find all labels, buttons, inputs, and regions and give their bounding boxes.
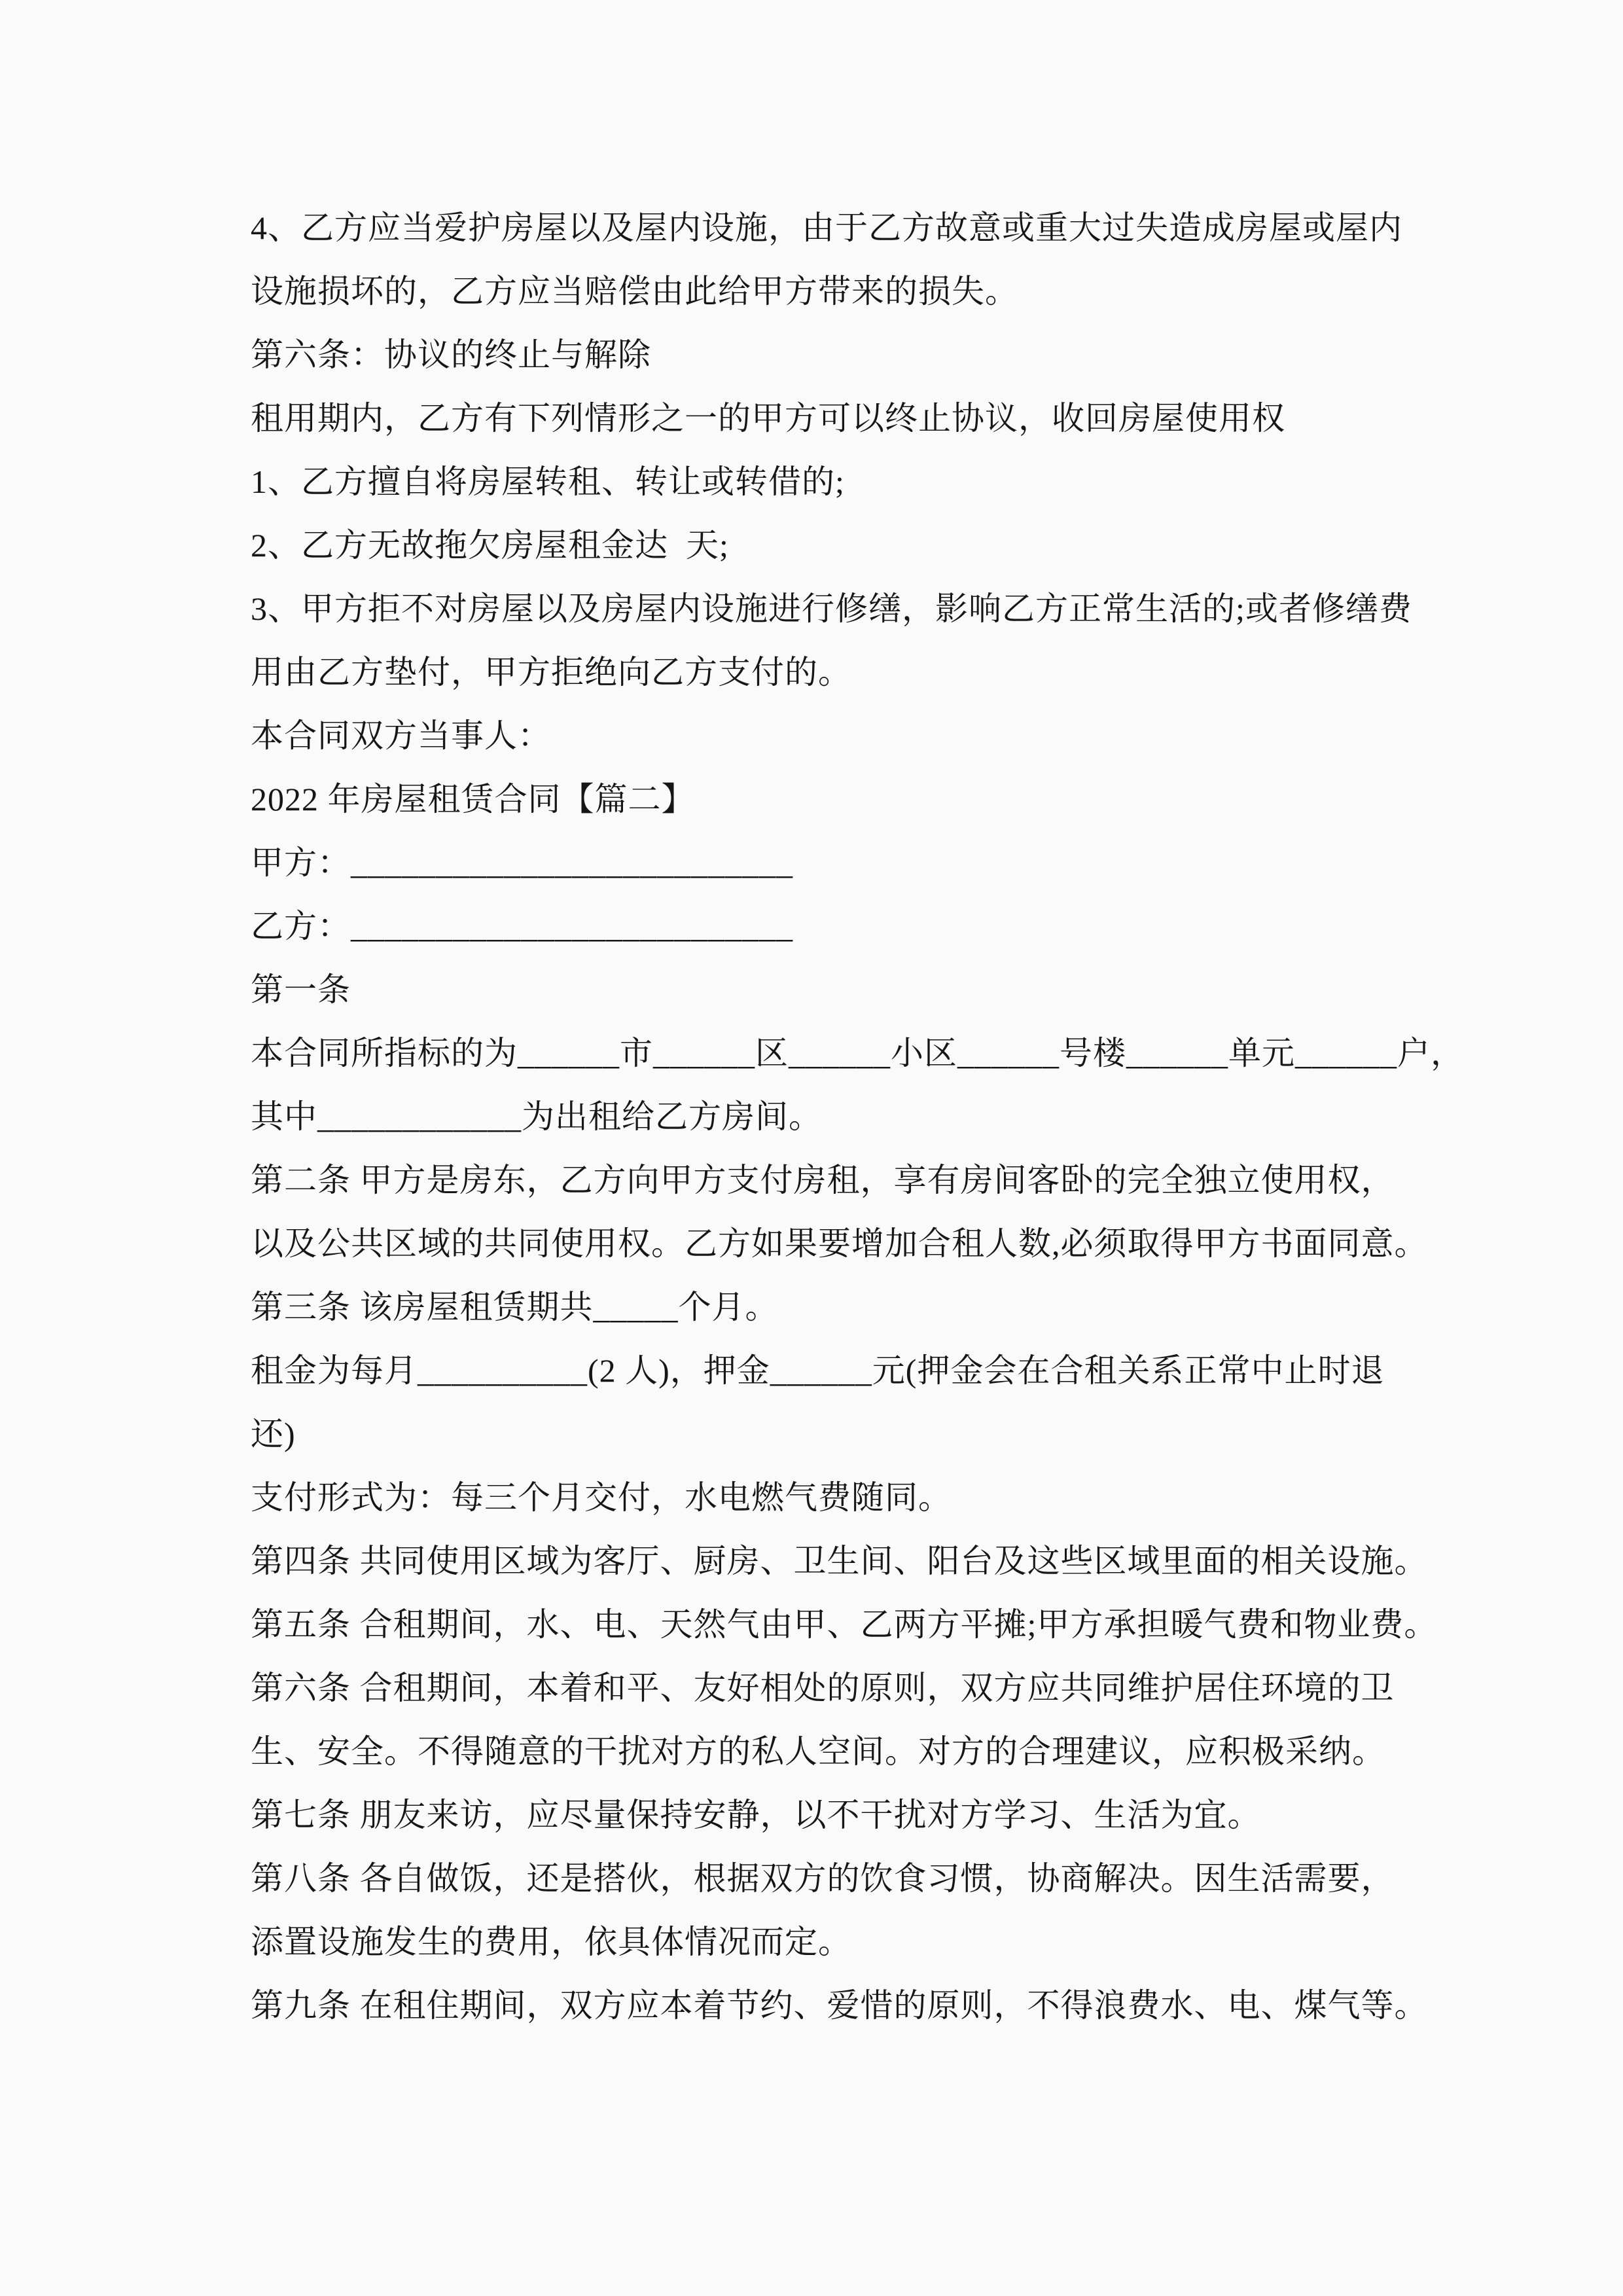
contract-line: 乙方：__________________________ (251, 908, 793, 944)
contract-line: 第三条 该房屋租赁期共_____个月。 (251, 1289, 779, 1325)
contract-line: 用由乙方垫付，甲方拒绝向乙方支付的。 (251, 654, 851, 691)
contract-line: 还) (251, 1416, 296, 1452)
contract-line: 4、乙方应当爱护房屋以及屋内设施，由于乙方故意或重大过失造成房屋或屋内 (251, 209, 1402, 246)
contract-line: 支付形式为：每三个月交付，水电燃气费随同。 (251, 1479, 952, 1516)
contract-line: 3、甲方拒不对房屋以及房屋内设施进行修缮，影响乙方正常生活的;或者修缮费 (251, 590, 1412, 627)
contract-line: 甲方：__________________________ (251, 844, 793, 881)
contract-line: 第四条 共同使用区域为客厅、厨房、卫生间、阳台及这些区域里面的相关设施。 (251, 1543, 1428, 1579)
contract-line: 以及公共区域的共同使用权。乙方如果要增加合租人数,必须取得甲方书面同意。 (251, 1225, 1428, 1262)
contract-line: 租用期内，乙方有下列情形之一的甲方可以终止协议，收回房屋使用权 (251, 400, 1285, 437)
contract-line: 添置设施发生的费用，依具体情况而定。 (251, 1924, 851, 1960)
contract-line: 本合同双方当事人： (251, 717, 551, 754)
contract-line: 其中____________为出租给乙方房间。 (251, 1098, 822, 1135)
contract-line: 第八条 各自做饭，还是搭伙，根据双方的饮食习惯，协商解决。因生活需要， (251, 1860, 1395, 1897)
contract-line: 第六条 合租期间，本着和平、友好相处的原则，双方应共同维护居住环境的卫 (251, 1670, 1395, 1706)
contract-line: 第七条 朋友来访，应尽量保持安静，以不干扰对方学习、生活为宜。 (251, 1797, 1261, 1833)
contract-line: 第一条 (251, 971, 351, 1008)
contract-line: 第二条 甲方是房东，乙方向甲方支付房租，享有房间客卧的完全独立使用权， (251, 1162, 1395, 1198)
contract-line: 生、安全。不得随意的干扰对方的私人空间。对方的合理建议，应积极采纳。 (251, 1733, 1385, 1770)
contract-line: 第五条 合租期间，水、电、天然气由甲、乙两方平摊;甲方承担暖气费和物业费。 (251, 1606, 1438, 1643)
contract-line: 第六条：协议的终止与解除 (251, 336, 651, 373)
contract-line: 1、乙方擅自将房屋转租、转让或转借的; (251, 463, 845, 500)
contract-line: 本合同所指标的为______市______区______小区______号楼______单元______户， (251, 1035, 1464, 1071)
contract-text-block (251, 196, 1464, 2037)
contract-line: 第九条 在租住期间，双方应本着节约、爱惜的原则，不得浪费水、电、煤气等。 (251, 1987, 1428, 2024)
contract-line: 租金为每月__________(2 人)，押金______元(押金会在合租关系正常中止时退 (251, 1352, 1385, 1389)
contract-line: 设施损坏的，乙方应当赔偿由此给甲方带来的损失。 (251, 273, 1018, 310)
contract-line: 2022 年房屋租赁合同【篇二】 (251, 781, 695, 817)
contract-line: 2、乙方无故拖欠房屋租金达 天; (251, 527, 729, 564)
